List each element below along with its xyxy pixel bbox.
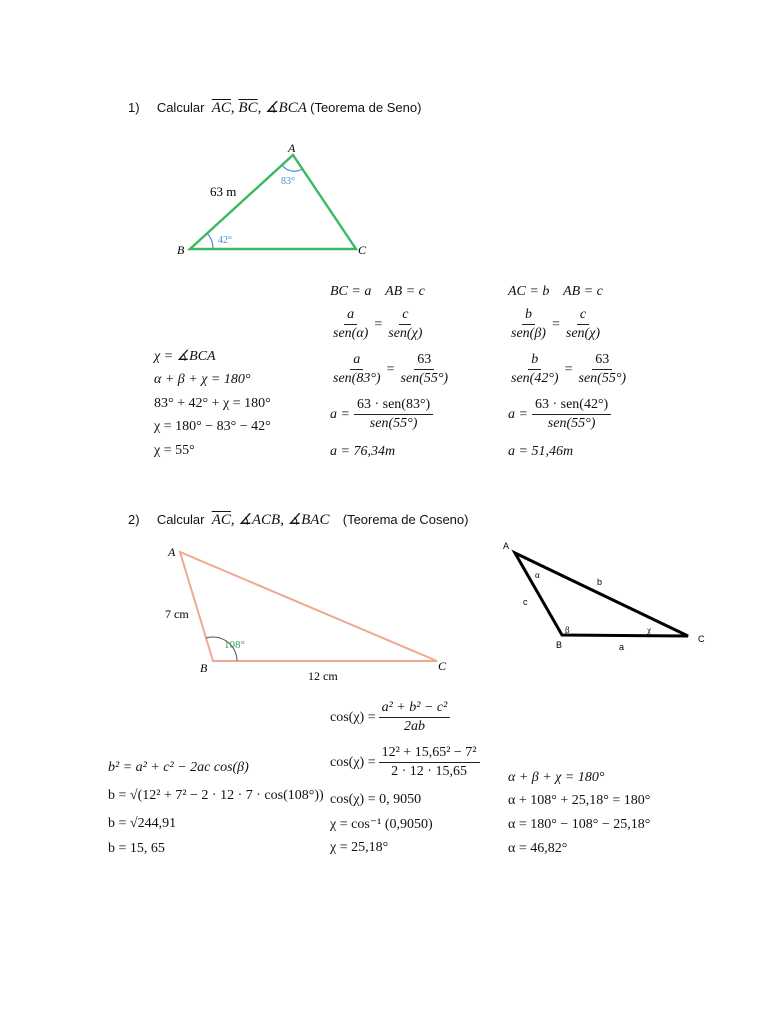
problem-1-calc: Calcular [156,100,205,115]
p1-mid-f3-den: sen(83°) [333,371,381,386]
p2-mid-f2-num: 12² + 15,65² − 7² [379,745,480,763]
p1-mid-f2-den: sen(χ) [388,326,423,341]
vertex-c-label-1: C [358,243,367,257]
problem-2-target-angle: , ∡ACB, ∡BAC [230,512,330,528]
p1-right-f2-num: c [577,307,589,325]
p1-right-sol-lhs: a = [508,406,528,422]
vertex-a-label-2: A [168,545,176,559]
p2-mid-line-5: χ = 25,18° [330,840,389,855]
p1-mid-solution [330,397,433,432]
sketch-side-c: c [523,597,528,607]
problem-1-target-angle: , ∡BCA [257,100,307,116]
p1-left-line-2: α + β + χ = 180° [154,372,251,387]
p2-mid-f1-den: 2ab [403,719,425,734]
problem-2-target-ac: $\overline{AC}$ [211,512,231,528]
p2-left-line-3: b = √244,91 [108,816,177,831]
sketch-alpha: α [535,570,540,580]
p1-right-f3-den: sen(42°) [511,371,559,386]
sketch-triangle [495,535,715,655]
sketch-vertex-b: B [556,640,563,650]
sketch-vertex-a: A [503,541,510,551]
problem-1-header: 1) Calcular $\overline{AC}$, $\overline{BC}$, ∡BCA (Teorema de Seno) [128,100,422,116]
vertex-b-label-1: B [177,243,185,257]
p1-right-sol-num: 63 · sen(42°) [532,397,611,415]
p2-left-line-2: b = √(12² + 7² − 2 · 12 · 7 · cos(108°)) [108,788,324,803]
p1-right-f4-num: 63 [592,352,612,370]
problem-1-number: 1) [128,100,140,115]
vertex-b-label-2: B [200,661,208,675]
p2-right-line-1: α + β + χ = 180° [508,770,605,785]
p1-mid-result: a = 76,34m [330,444,396,459]
problem-2-theorem: (Teorema de Coseno) [342,512,469,527]
p1-mid-f4-den: sen(55°) [400,371,449,386]
p2-mid-f2-den: 2 · 12 · 15,65 [391,764,467,779]
p1-mid-f1-den: sen(α) [333,326,369,341]
p2-mid-formula [330,700,450,735]
p2-left-line-1: b² = a² + c² − 2ac cos(β) [108,760,249,775]
p1-mid-sol-den: sen(55°) [369,416,418,431]
p2-mid-f1-lhs: cos(χ) = [330,709,376,725]
p1-left-line-3: 83° + 42° + χ = 180° [154,396,271,411]
sketch-side-b: b [597,577,603,587]
problem-2-calc: Calcular [156,512,205,527]
problem-1-target-ac: $\overline{AC}$ [211,100,231,116]
sketch-triangle-shape [515,553,688,636]
p2-right-line-2: α + 108° + 25,18° = 180° [508,793,651,808]
p1-mid-sol-lhs: a = [330,406,350,422]
angle-b-label-1: 42° [218,235,232,246]
p1-right-solution [508,397,611,432]
p1-left-line-1: χ = ∡BCA [154,349,216,364]
sketch-side-a: a [619,642,625,652]
p2-mid-f2-lhs: cos(χ) = [330,754,376,770]
angle-a-label-1: 83° [281,176,295,187]
p2-right-line-4: α = 46,82° [508,841,568,856]
p1-mid-f1-num: a [344,307,357,325]
p1-right-result: a = 51,46m [508,444,574,459]
vertex-a-label-1: A [288,141,296,155]
angle-b-label-2: 108° [224,639,245,651]
side-ab-label-2: 7 cm [165,607,189,621]
p1-left-line-4: χ = 180° − 83° − 42° [154,419,271,434]
p1-mid-proportion: $\frac{a}{\text{sen(α)}}$ = $\frac{c}{\text{sen(χ)}}$ [330,307,425,342]
p2-mid-substitution [330,745,480,780]
p2-right-line-3: α = 180° − 108° − 25,18° [508,817,651,832]
side-ab-label-1: 63 m [210,184,237,199]
triangle-figure-1 [170,138,380,263]
problem-1-target-bc: $\overline{BC}$ [238,100,258,116]
problem-2-number: 2) [128,512,140,527]
sketch-chi: χ [647,625,651,635]
p1-mid-f4-num: 63 [414,352,434,370]
p2-mid-f1-num: a² + b² − c² [379,700,451,718]
p2-mid-line-4: χ = cos⁻¹ (0,9050) [330,817,433,832]
p1-mid-sol-num: 63 · sen(83°) [354,397,433,415]
problem-1-theorem: (Teorema de Seno) [310,100,422,115]
sketch-vertex-c: C [698,634,705,644]
p1-mid-f3-num: a [350,352,363,370]
triangle-figure-2 [160,540,460,690]
p1-right-defs: AC = b AB = c [508,284,603,299]
p1-right-f1-den: sen(β) [511,326,546,341]
p2-mid-line-3: cos(χ) = 0, 9050 [330,792,422,807]
vertex-c-label-2: C [438,659,447,673]
p1-right-sol-den: sen(55°) [547,416,596,431]
p1-mid-defs: BC = a AB = c [330,284,425,299]
p1-right-proportion: $\frac{b}{\text{sen(β)}}$ = $\frac{c}{\text{sen(χ)}}$ [508,307,603,342]
p1-right-f2-den: sen(χ) [565,326,601,341]
p2-left-line-4: b = 15, 65 [108,841,165,856]
p1-right-f4-den: sen(55°) [578,371,627,386]
triangle-2-shape [180,552,437,661]
p1-left-line-5: χ = 55° [154,443,195,458]
p1-right-substitution: $\frac{b}{\text{sen(42°)}}$ = $\frac{63}{\text{sen(55°)}}$ [508,352,629,387]
problem-2-header [128,510,468,529]
triangle-1-shape [190,155,356,249]
angle-b-arc-1 [207,233,213,249]
p1-mid-substitution: $\frac{a}{\text{sen(83°)}}$ = $\frac{63}{\text{sen(55°)}}$ [330,352,451,387]
sketch-beta: β [565,625,570,635]
p1-right-f3-num: b [528,352,541,370]
p1-right-f1-num: b [522,307,535,325]
side-bc-label-2: 12 cm [308,669,338,683]
p1-mid-f2-num: c [399,307,411,325]
